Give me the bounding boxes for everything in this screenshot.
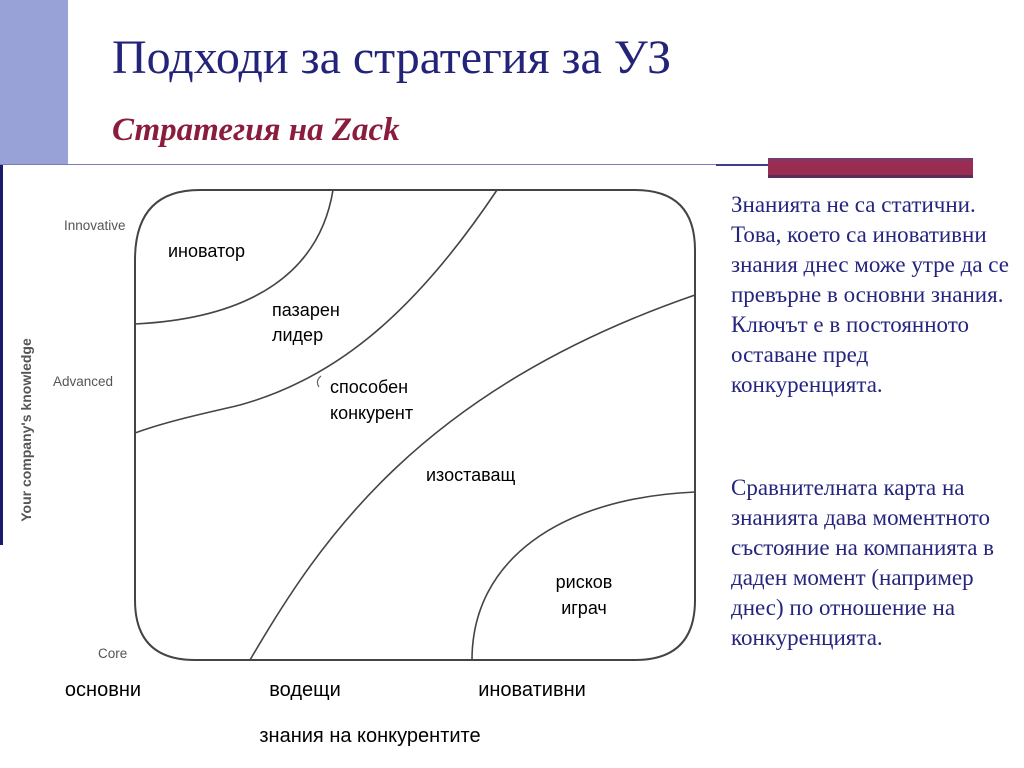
- strategy-map-diagram: [0, 166, 715, 768]
- region-label-laggard: изоставащ: [426, 465, 516, 485]
- region-label-market-leader-line2: лидер: [272, 325, 324, 345]
- x-axis-title: знания на конкурентите: [259, 725, 481, 747]
- title-divider-line: [0, 164, 716, 165]
- title-divider-connector: [716, 164, 768, 166]
- slide-title: Подходи за стратегия за УЗ: [112, 31, 672, 84]
- x-level-innovative: иновативни: [478, 679, 586, 701]
- y-level-core: Core: [98, 646, 128, 661]
- body-paragraph-2: Сравнителната карта на знанията дава моментното състояние на компанията в даден момент (например днес) по отношение на конкуренцията.: [731, 475, 995, 650]
- side-accent-bar: [0, 0, 68, 165]
- x-level-core: основни: [64, 679, 142, 701]
- y-axis-title: Your company's knowledge: [18, 338, 34, 522]
- region-label-capable-competitor-line2: конкурент: [330, 403, 414, 423]
- y-level-innovative: Innovative: [64, 218, 126, 233]
- x-level-leading: водещи: [269, 679, 341, 701]
- region-label-innovator: иноватор: [168, 241, 246, 261]
- region-label-market-leader-line1: пазарен: [272, 300, 340, 320]
- y-level-advanced: Advanced: [53, 374, 114, 389]
- region-label-risk-taker-line2: играч: [561, 598, 607, 618]
- title-divider-accent: [768, 158, 973, 178]
- region-label-risk-taker-line1: рисков: [555, 572, 613, 592]
- slide-subtitle: Стратегия на Zack: [112, 112, 400, 148]
- region-label-capable-competitor-line1: способен: [330, 377, 409, 397]
- body-paragraph-1: Знанията не са статични. Това, което са иновативни знания днес може утре да се превърне в основни знания. Ключът е в постоянното оставане пред конкуренцията.: [731, 192, 1009, 397]
